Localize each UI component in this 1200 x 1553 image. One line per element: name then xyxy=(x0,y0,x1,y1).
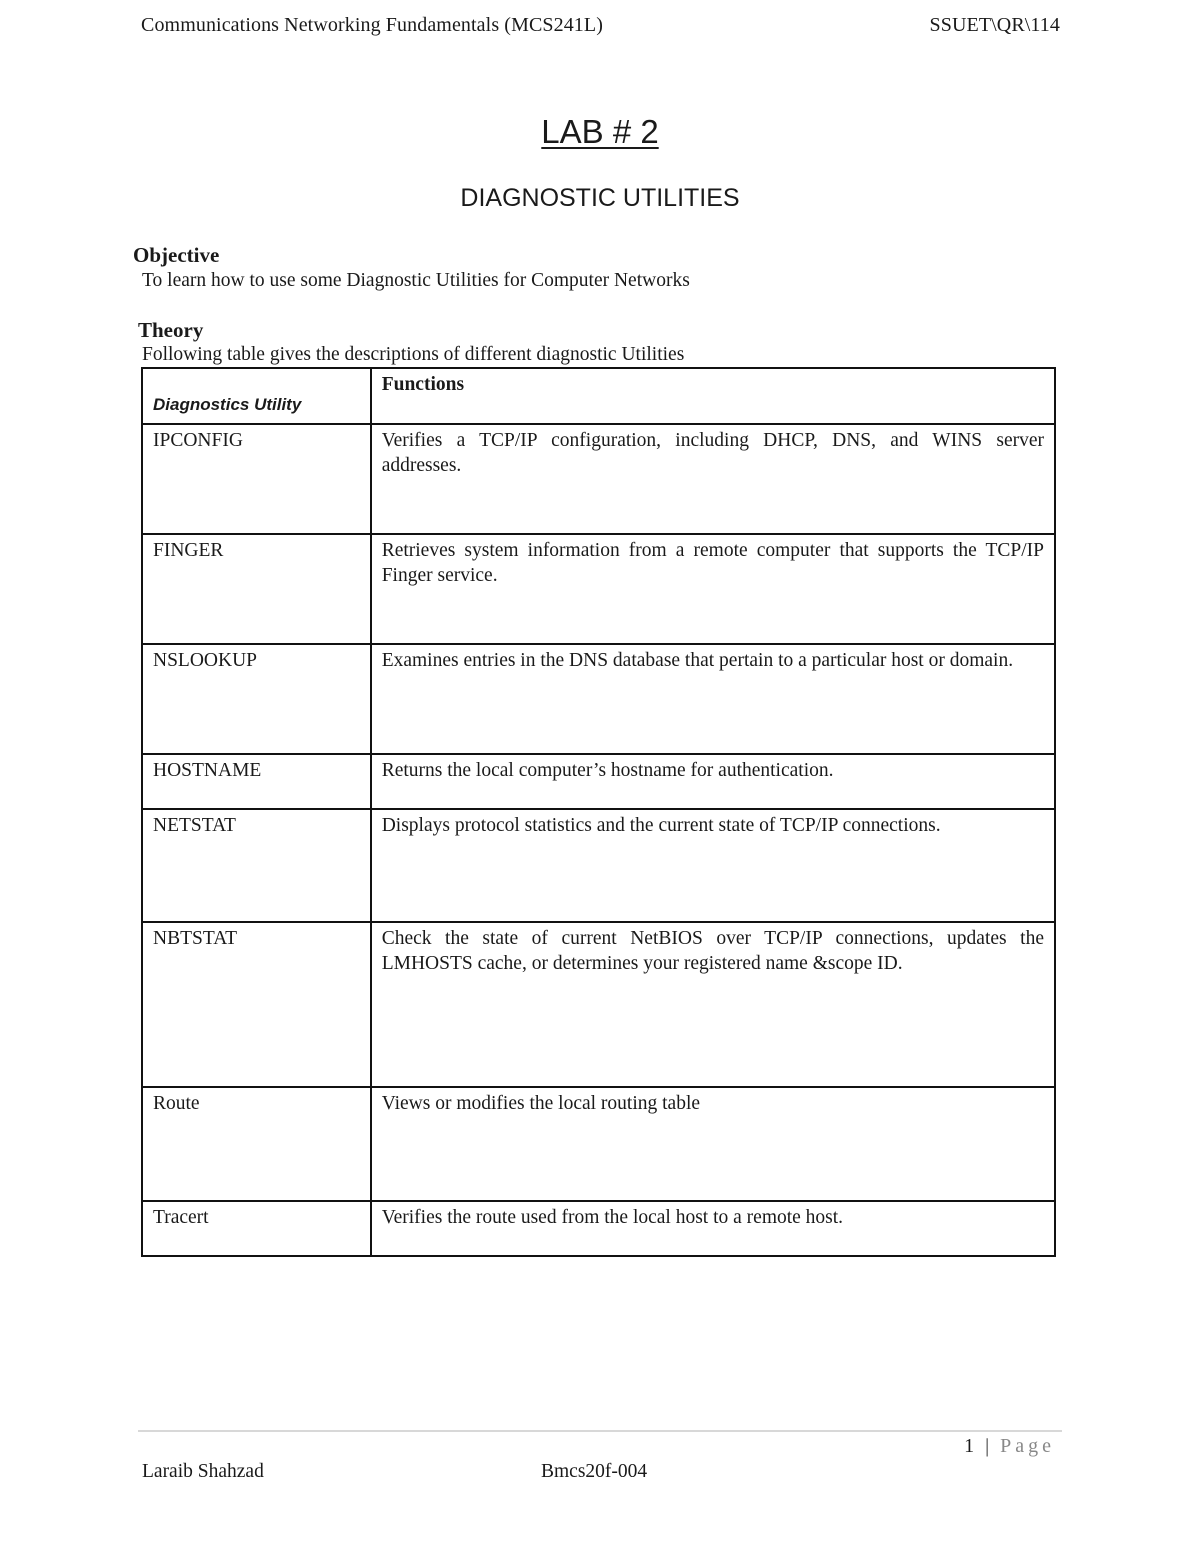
table-row xyxy=(142,754,1055,809)
utility-cell: HOSTNAME xyxy=(142,754,371,809)
page-number-value: 1 xyxy=(964,1435,978,1457)
utility-cell: NETSTAT xyxy=(142,809,371,922)
table-row xyxy=(142,809,1055,922)
theory-heading: Theory xyxy=(138,318,204,342)
objective-heading: Objective xyxy=(133,243,220,267)
utility-cell: IPCONFIG xyxy=(142,424,371,534)
table-row xyxy=(142,644,1055,754)
function-cell: Displays protocol statistics and the current state of TCP/IP connections. xyxy=(371,809,1055,922)
column-header-utility: Diagnostics Utility xyxy=(142,368,371,424)
utility-cell: NBTSTAT xyxy=(142,922,371,1087)
diagnostic-utilities-table xyxy=(141,367,1056,1257)
header-course-title: Communications Networking Fundamentals (MCS241L) xyxy=(141,14,603,36)
theory-text: Following table gives the descriptions of different diagnostic Utilities xyxy=(142,344,685,365)
function-cell: Check the state of current NetBIOS over TCP/IP connections, updates the LMHOSTS cache, or determines your registered name &scope ID. xyxy=(371,922,1055,1087)
page-number-separator: | xyxy=(985,1435,993,1457)
table-row xyxy=(142,424,1055,534)
utility-cell: Route xyxy=(142,1087,371,1201)
utility-cell: Tracert xyxy=(142,1201,371,1256)
footer-divider xyxy=(138,1430,1062,1432)
column-header-functions: Functions xyxy=(371,368,1055,424)
table-row xyxy=(142,922,1055,1087)
utility-cell: NSLOOKUP xyxy=(142,644,371,754)
function-cell: Verifies the route used from the local host to a remote host. xyxy=(371,1201,1055,1256)
function-cell: Retrieves system information from a remote computer that supports the TCP/IP Finger service. xyxy=(371,534,1055,644)
table-row xyxy=(142,534,1055,644)
objective-text: To learn how to use some Diagnostic Utilities for Computer Networks xyxy=(142,270,690,291)
page-subtitle: DIAGNOSTIC UTILITIES xyxy=(460,184,740,212)
table-row xyxy=(142,1201,1055,1256)
page-number xyxy=(964,1435,1055,1458)
footer-roll-number: Bmcs20f-004 xyxy=(541,1461,648,1482)
table-row xyxy=(142,1087,1055,1201)
function-cell: Examines entries in the DNS database that pertain to a particular host or domain. xyxy=(371,644,1055,754)
utility-cell: FINGER xyxy=(142,534,371,644)
page-title: LAB # 2 xyxy=(541,113,659,150)
function-cell: Views or modifies the local routing table xyxy=(371,1087,1055,1201)
page-label: Page xyxy=(1000,1435,1055,1457)
function-cell: Verifies a TCP/IP configuration, including DHCP, DNS, and WINS server addresses. xyxy=(371,424,1055,534)
table-header-row xyxy=(142,368,1055,424)
function-cell: Returns the local computer’s hostname for authentication. xyxy=(371,754,1055,809)
header-document-code: SSUET\QR\114 xyxy=(929,14,1060,36)
footer-author: Laraib Shahzad xyxy=(142,1461,264,1482)
